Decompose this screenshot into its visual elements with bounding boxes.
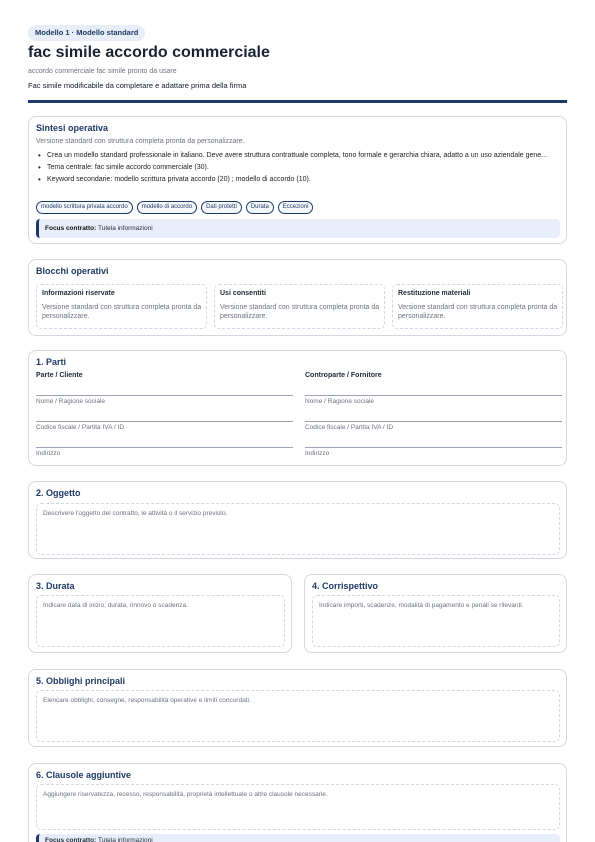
parte-address-line[interactable] [36,447,293,448]
durata-placeholder: Indicare data di inizio, durata, rinnovo o scadenza. [43,602,188,609]
keyword-chip[interactable]: modello di accordo [137,201,197,214]
corrispettivo-placeholder: Indicare importi, scadenze, modalità di pagamento e penali se rilevanti. [319,602,524,609]
footer-focus-callout [36,834,560,842]
page-title: fac simile accordo commerciale [28,44,270,61]
parte-heading: Parte / Cliente [36,372,83,379]
obblighi-placeholder: Elencare obblighi, consegne, responsabilità operative e limiti concordati. [43,697,251,704]
parte-address-label: Indirizzo [36,450,61,457]
corrispettivo-textarea[interactable] [312,595,560,647]
blocco-desc: Versione standard con struttura completa pronta da personalizzare. [42,304,202,320]
controparte-id-line[interactable] [305,421,562,422]
corrispettivo-card [304,574,567,653]
focus-value: Tutela informazioni [97,225,153,232]
parti-title: 1. Parti [36,357,67,367]
keyword-chip[interactable]: Durata [246,201,274,214]
corrispettivo-title: 4. Corrispettivo [312,581,379,591]
oggetto-placeholder: Descrivere l'oggetto del contratto, le attività o il servizio previsto. [43,510,228,517]
durata-card [28,574,292,653]
oggetto-card [28,481,567,559]
header-divider [28,100,567,103]
obblighi-card [28,669,567,747]
clausole-textarea[interactable] [36,784,560,830]
focus-callout [36,219,560,238]
obblighi-title: 5. Obblighi principali [36,676,126,686]
template-badge: Modello 1 · Modello standard [28,25,145,41]
parte-id-label: Codice fiscale / Partita IVA / ID [36,424,125,431]
controparte-address-label: Indirizzo [305,450,330,457]
blocco-item [214,284,385,329]
blocco-title: Restituzione materiali [398,290,471,297]
blocco-desc: Versione standard con struttura completa pronta da personalizzare. [398,304,558,320]
oggetto-textarea[interactable] [36,503,560,555]
keyword-chip[interactable]: modello scrittura privata accordo [36,201,133,214]
sintesi-description: Versione standard con struttura completa pronta da personalizzare. [36,138,245,145]
durata-textarea[interactable] [36,595,285,647]
keyword-chip[interactable]: Eccezioni [278,201,314,214]
blocco-title: Usi consentiti [220,290,266,297]
durata-title: 3. Durata [36,581,75,591]
sintesi-title: Sintesi operativa [36,123,109,133]
clausole-card [28,763,567,842]
parti-card [28,350,567,466]
clausole-placeholder: Aggiungere riservatezza, recesso, responsabilità, proprietà intellettuale o altre clausole necessarie. [43,791,328,798]
controparte-heading: Controparte / Fornitore [305,372,382,379]
blocco-item [392,284,563,329]
sintesi-bullet-list [36,151,556,187]
blocco-title: Informazioni riservate [42,290,115,297]
parte-name-line[interactable] [36,395,293,396]
controparte-address-line[interactable] [305,447,562,448]
sintesi-bullet: • Keyword secondarie: modello scrittura privata accordo (20) ; modello di accordo (10). [36,175,556,184]
keyword-chips [36,201,313,214]
oggetto-title: 2. Oggetto [36,488,81,498]
obblighi-textarea[interactable] [36,690,560,742]
page-lead: Fac simile modificabile da completare e adattare prima della firma [28,81,247,90]
parte-id-line[interactable] [36,421,293,422]
controparte-name-line[interactable] [305,395,562,396]
sintesi-card [28,116,567,244]
sintesi-bullet: • Tema centrale: fac simile accordo commerciale (30). [36,163,556,172]
sintesi-bullet: • Crea un modello standard professionale in italiano. Deve avere struttura contrattuale completa, tono formale e gerarchia chiara, adatto a un uso aziendale gene... [36,151,556,160]
parte-name-label: Nome / Ragione sociale [36,398,106,405]
clausole-title: 6. Clausole aggiuntive [36,770,132,780]
page-subtitle: accordo commerciale fac simile pronto da usare [28,68,177,75]
blocchi-card [28,259,567,336]
controparte-name-label: Nome / Ragione sociale [305,398,375,405]
focus-label: Focus contratto: [45,225,97,232]
blocchi-title: Blocchi operativi [36,266,109,276]
controparte-id-label: Codice fiscale / Partita IVA / ID [305,424,394,431]
blocco-desc: Versione standard con struttura completa pronta da personalizzare. [220,304,380,320]
blocco-item [36,284,207,329]
keyword-chip[interactable]: Dati protetti [201,201,242,214]
footer-focus-value: Tutela informazioni [97,837,153,842]
footer-focus-label: Focus contratto: [45,837,97,842]
